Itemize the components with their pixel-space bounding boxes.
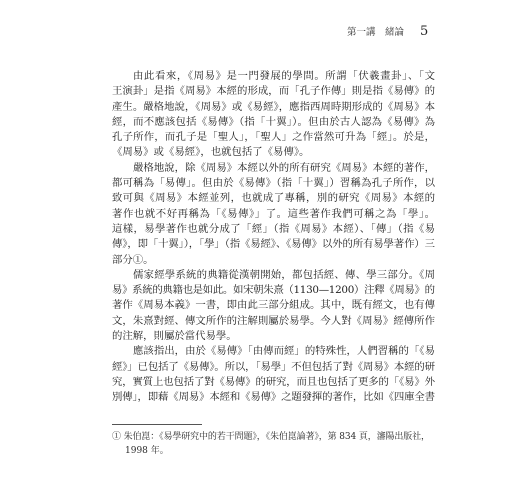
paragraph bbox=[112, 268, 435, 344]
text-line: 文，朱熹對經、傳文所作的注解則屬於易學。今人對《周易》經傳所作 bbox=[112, 314, 436, 327]
chapter-title: 第一講 緒論 bbox=[347, 27, 405, 38]
page-header bbox=[0, 0, 520, 40]
text-line: 這樣，易學著作也就分成了「經」（指《周易》本經）、「傳」（指《易 bbox=[112, 222, 436, 235]
text-line: 的注解，則屬於當代易學。 bbox=[112, 330, 237, 343]
text-line: 產生。嚴格地說，《周易》或《易經》，應指西周時期形成的《周易》本 bbox=[112, 100, 436, 113]
text-line: 著作也就不好再稱為「《易傳》」了。這些著作我們可稱之為「學」。 bbox=[112, 207, 436, 220]
paragraph bbox=[112, 69, 435, 161]
text-line: 致可與《周易》本經並列，也就成了專稱，別的研究《周易》本經的 bbox=[112, 192, 436, 205]
text-line: 經，而不應該包括《易傳》（指「十翼」）。但由於古人認為《易傳》為 bbox=[112, 115, 436, 128]
paragraph bbox=[112, 161, 435, 268]
paragraph bbox=[112, 344, 435, 405]
text-line: 《周易》或《易經》，也就包括了《易傳》。 bbox=[112, 146, 310, 159]
text-line: 易》系統的典籍也是如此。如宋朝朱熹（1130—1200）注釋《周易》的 bbox=[112, 284, 435, 297]
footnote bbox=[112, 430, 430, 458]
text-line: 儒家經學系統的典籍從漢朝開始，都包括經、傳、學三部分。《周 bbox=[133, 268, 436, 281]
text-line: 究，實質上也包括了對《易傳》的研究，而且也包括了更多的「《易》外 bbox=[112, 375, 435, 388]
text-line: 都可稱為「易傳」。但由於《易傳》（指「十翼」）習稱為孔子所作，以 bbox=[112, 177, 436, 190]
footnote-rule bbox=[112, 424, 202, 425]
page-number: 5 bbox=[420, 24, 429, 39]
text-line: 嚴格地說，除《周易》本經以外的所有研究《周易》本經的著作， bbox=[133, 161, 436, 174]
footnote-line: 1998 年。 bbox=[125, 446, 169, 456]
text-line: 傳》，即「十翼」），「學」（指《易經》、《易傳》以外的所有易學著作）三 bbox=[112, 238, 435, 251]
text-line: 由此看來，《周易》是一門發展的學問。所謂「伏羲畫卦」、「文 bbox=[133, 70, 436, 82]
text-line: 別傳」，即藉《周易》本經和《易傳》之題發揮的著作，比如《四庫全書 bbox=[112, 391, 435, 404]
text-line: 應該指出，由於《易傳》「由傳而經」的特殊性，人們習稱的「《易 bbox=[133, 345, 436, 358]
text-line: 部分①。 bbox=[112, 253, 154, 266]
text-line: 孔子所作，而孔子是「聖人」，「聖人」之作當然可升為「經」。於是， bbox=[112, 131, 436, 144]
body-text bbox=[112, 69, 435, 406]
footnote-line: ① 朱伯崑：《易學研究中的若干問題》，《朱伯崑論著》，第 834 頁，瀋陽出版社， bbox=[112, 432, 430, 442]
text-line: 經》」已包括了《易傳》。所以，「易學」不但包括了對《周易》本經的研 bbox=[112, 360, 435, 373]
text-line: 著作《周易本義》一書，即由此三部分組成。其中，既有經文，也有傳 bbox=[112, 299, 436, 312]
text-line: 王演卦」是指《周易》本經的形成，而「孔子作傳」則是指《易傳》的 bbox=[112, 85, 436, 98]
